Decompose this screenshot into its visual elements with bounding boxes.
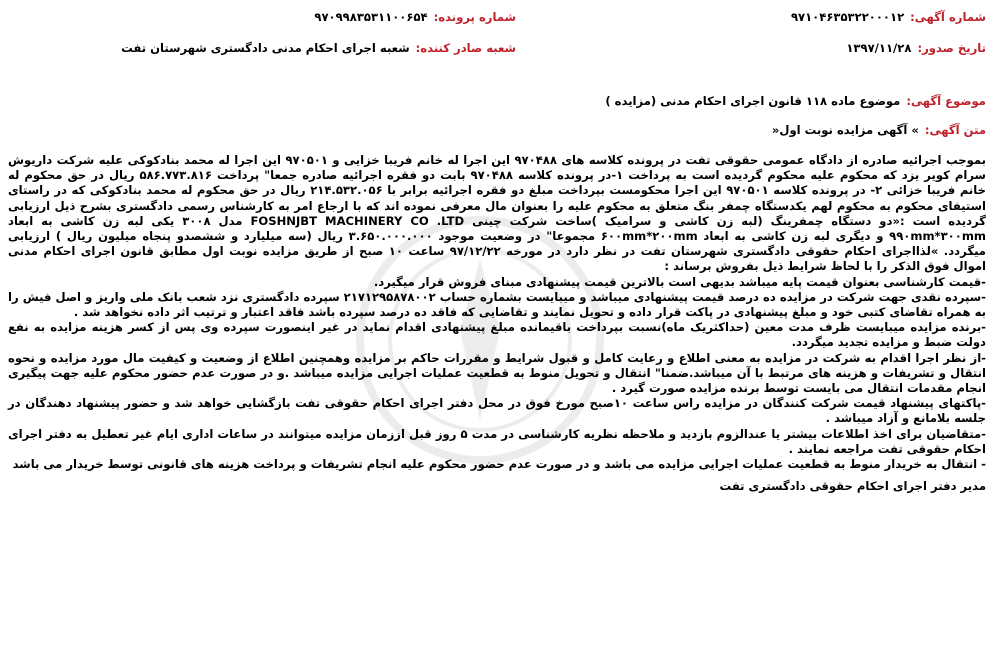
header-row-numbers — [8, 7, 986, 27]
issuer-label: شعبه صادر کننده: — [415, 41, 516, 55]
condition-item: -قیمت کارشناسی بعنوان قیمت پایه میباشد بدیهی است بالاترین قیمت پیشنهادی مبنای فروش قرار میگیرد. — [373, 274, 986, 289]
condition-item: -از نظر اجرا اقدام به شرکت در مزایده به معنی اطلاع و رعایت کامل و قبول شرایط و مقررات حاکم بر مزایده وهمچنین اطلاع از وضعیت و کیفیت مال مورد مزایده و نحوه انتقال و تشریفات و هزینه های مرتبط با آن میباشد.ضمنا" انتقال و تحویل منوط به قطعیت عملیات اجرایی مزایده میباشد .و در صورت عدم حضور محکوم علیه جهت پیگیری انجام مقدمات انتقال می بایست توسط برنده مزایده صورت گیرد . — [8, 350, 986, 396]
signature-line: مدیر دفتر اجرای احکام حقوقی دادگستری تفت — [719, 479, 986, 494]
subject-value: موضوع ماده ۱۱۸ قانون اجرای احکام مدنی (مزایده ) — [605, 94, 901, 108]
subject-row — [8, 94, 986, 108]
condition-item: -سپرده نقدی جهت شرکت در مزایده ده درصد قیمت پیشنهادی میباشد و میبایست بشماره حساب ۲۱۷۱۲۹۵۸۷۸۰۰۲ سپرده دادگستری نزد شعب بانک ملی واریز و اصل فیش را به همراه تقاضای کتبی خود و مبلغ پیشنهادی در پاکت قرار داده و تحویل نمایند و تقاضایی که فاقد ده درصد سپرده باشد فاقد اعتبار و ترتیب اثر داده نخواهد شد . — [8, 289, 986, 320]
case-number-label: شماره پرونده: — [433, 10, 516, 24]
condition-item: - انتقال به خریدار منوط به قطعیت عملیات اجرایی مزایده می باشد و در صورت عدم حضور محکوم علیه انجام تشریفات و پرداخت هزینه های قانونی توسط خریدار می باشد — [12, 457, 986, 472]
notice-body — [8, 153, 986, 494]
case-number-value: ۹۷۰۹۹۸۳۵۳۱۱۰۰۶۵۴ — [314, 10, 428, 24]
ad-number-label: شماره آگهی: — [910, 10, 986, 24]
condition-item: -متقاضیان برای اخذ اطلاعات بیشتر یا عندالزوم بازدید و ملاحظه نظریه کارشناسی در مدت ۵ روز قبل اززمان مزایده میتوانند در ساعات اداری ایام غیر تعطیل به دفتر اجرای احکام حقوقی تفت مراجعه نمایند . — [8, 426, 986, 456]
condition-item: -برنده مزایده میبایست ظرف مدت معین (حداکثریک ماه)نسبت بپرداخت باقیمانده مبلغ پیشنهادی اقدام نماید در غیر اینصورت سپرده وی پس از کسر هزینه مزایده به نفع دولت ضبط و مزایده تجدید میگردد. — [8, 320, 986, 350]
ad-text-label: متن آگهی: — [924, 123, 986, 137]
issue-date-value: ۱۳۹۷/۱۱/۲۸ — [846, 41, 912, 55]
ad-text-value: » آگهی مزایده نوبت اول« — [771, 123, 919, 137]
subject-label: موضوع آگهی: — [906, 94, 986, 108]
issuer-value: شعبه اجرای احکام مدنی دادگستری شهرستان تفت — [121, 41, 410, 55]
ad-text-row — [8, 123, 986, 137]
ad-number-value: ۹۷۱۰۴۶۳۵۳۲۲۰۰۰۱۲ — [790, 10, 905, 24]
header-row-issuer — [8, 38, 986, 58]
notice-intro-paragraph: بموجب اجرائیه صادره از دادگاه عمومی حقوقی تفت در پرونده کلاسه های ۹۷۰۴۸۸ این اجرا له خانم فریبا خزایی و ۹۷۰۵۰۱ این اجرا له محمد بنادکوکی علیه شرکت داریوش سرام کویر یزد که محکوم علیه محکوم گردیده است به پرداخت ۱-در پرونده کلاسه ۹۷۰۴۸۸ بابت دو فقره اجرائیه صادره جمعا" پرداخت ۵۸۶.۷۷۳.۸۱۶ ریال در حق محکوم له خانم فریبا خزائی ۲- در پرونده کلاسه ۹۷۰۵۰۱ این اجرا محکومست بپرداخت مبلغ دو فقره اجرائیه برابر با ۲۱۴.۵۳۲.۰۵۶ ریال در حق محکوم له محمد بنادکوکی که در راستای استیفای محکوم به محکوم لهم یکدستگاه چمفر بنگ متعلق به محکوم علیه را بعنوان مال معرفی نموده اند که با ارجاع امر به کارشناس رسمی دادگستری بشرح ذیل ارزیابی گردیده است :«دو دستگاه چمفرینگ (لبه زن کاشی و سرامیک )ساخت شرکت چینی FOSHNJBT MACHINERY CO .LTD مدل ۳۰۰۸ یکی لبه زن کاشی به ابعاد ۹۹۰mm*۳۰۰mm و دیگری لبه زن کاشی به ابعاد ۶۰۰mm*۲۰۰mm مجموعا" در وضعیت موجود ۳.۶۵۰.۰۰۰.۰۰۰ ریال (سه میلیارد و ششصدو پنجاه میلیون ریال ) ارزیابی میگردد. »لذااجرای احکام حقوقی دادگستری شهرستان تفت در نظر دارد در مورخه ۹۷/۱۲/۲۲ ساعت ۱۰ صبح از طریق مزایده نوبت اول مطابق قانون اجرای احکام مدنی اموال فوق الذکر را با لحاظ شرایط ذیل بفروش برساند : — [8, 153, 986, 274]
condition-item: -پاکتهای پیشنهاد قیمت شرکت کنندگان در مزایده راس ساعت ۱۰صبح مورخ فوق در محل دفتر اجرای احکام حقوقی تفت بازگشایی خواهد شد و حضور پیشنهاد دهندگان در جلسه بلامانع و آزاد میباشد . — [8, 396, 986, 426]
issue-date-label: تاریخ صدور: — [917, 41, 986, 55]
